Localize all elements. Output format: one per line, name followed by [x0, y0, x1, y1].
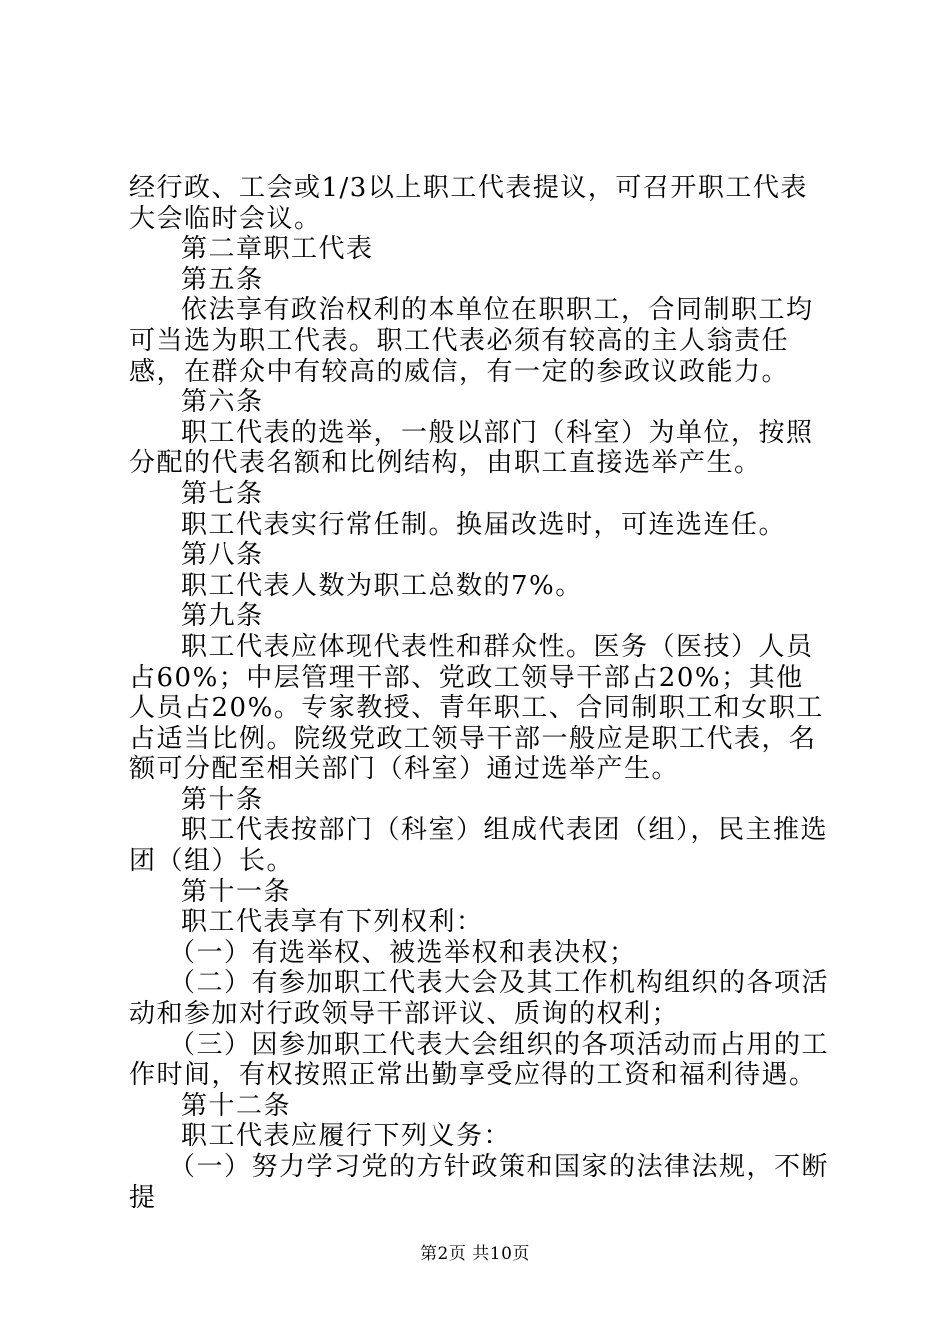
chapter-heading: 第二章职工代表 — [181, 234, 374, 265]
article-5-heading: 第五条 — [181, 264, 264, 295]
article-11-item-1: （一）有选举权、被选举权和表决权； — [169, 937, 637, 968]
article-6-heading: 第六条 — [181, 387, 264, 418]
article-11-item-3: （三）因参加职工代表大会组织的各项活动而占用的工作时间，有权按照正常出勤享受应得的工资和福利待遇。 — [129, 1029, 830, 1091]
article-11-intro: 职工代表享有下列权利： — [181, 907, 484, 938]
page-number-footer: 第2页 共10页 — [420, 1244, 530, 1264]
article-10-heading: 第十条 — [181, 784, 264, 815]
document-body — [129, 173, 829, 1213]
article-5-body: 依法享有政治权利的本单位在职职工，合同制职工均可当选为职工代表。职工代表必须有较高的主人翁责任感，在群众中有较高的威信，有一定的参政议政能力。 — [129, 295, 814, 387]
article-8-body: 职工代表人数为职工总数的7%。 — [181, 570, 583, 601]
article-12-intro: 职工代表应履行下列义务： — [181, 1121, 512, 1152]
article-12-item-1: （一）努力学习党的方针政策和国家的法律法规，不断提 — [129, 1152, 830, 1213]
article-7-body: 职工代表实行常任制。换届改选时，可连选连任。 — [181, 509, 787, 540]
article-11-item-2: （二）有参加职工代表大会及其工作机构组织的各项活动和参加对行政领导干部评议、质询的权利； — [129, 968, 830, 1030]
article-12-heading: 第十二条 — [181, 1090, 292, 1121]
article-11-heading: 第十一条 — [181, 876, 292, 907]
article-9-body: 职工代表应体现代表性和群众性。医务（医技）人员占60%；中层管理干部、党政工领导干部占20%；其他人员占20%。专家教授、青年职工、合同制职工和女职工占适当比例。院级党政工领导干部一般应是职工代表，名额可分配至相关部门（科室）通过选举产生。 — [129, 631, 824, 785]
article-6-body: 职工代表的选举，一般以部门（科室）为单位，按照分配的代表名额和比例结构，由职工直接选举产生。 — [129, 417, 814, 479]
article-8-heading: 第八条 — [181, 540, 264, 571]
article-10-body: 职工代表按部门（科室）组成代表团（组），民主推选团（组）长。 — [129, 815, 829, 877]
article-9-heading: 第九条 — [181, 601, 264, 632]
article-7-heading: 第七条 — [181, 478, 264, 509]
paragraph-1: 经行政、工会或1/3以上职工代表提议，可召开职工代表大会临时会议。 — [129, 173, 808, 234]
